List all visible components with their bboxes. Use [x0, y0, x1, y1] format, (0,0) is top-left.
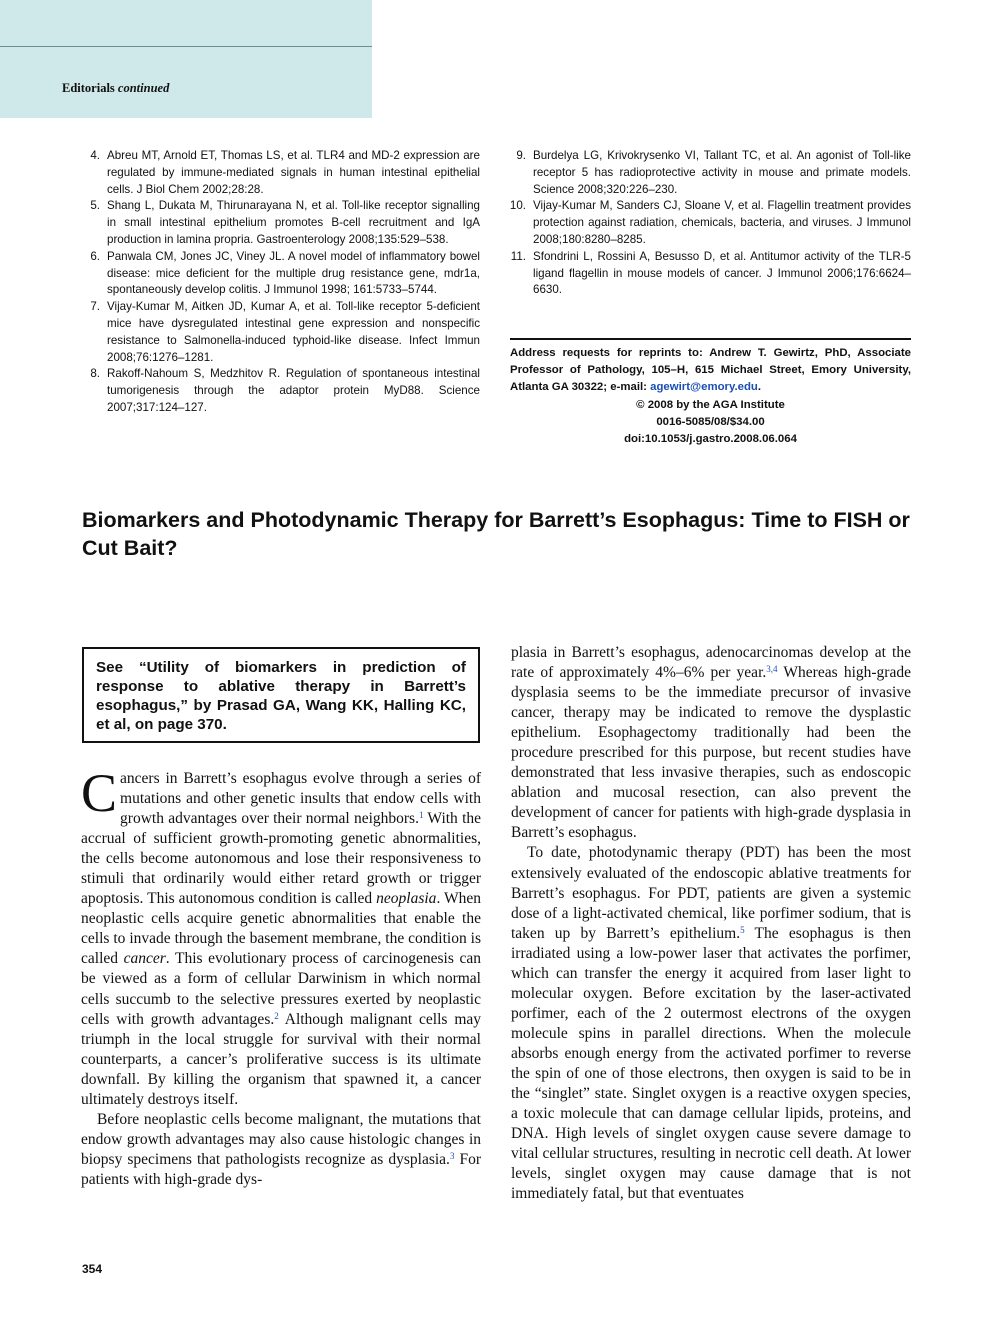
- emphasis-term: cancer: [123, 950, 166, 968]
- reference-text: Vijay-Kumar M, Aitken JD, Kumar A, et al. Toll-like receptor 5-deficient mice have dysregulated intestinal gene expression and nonspecific resistance to Salmonella-induced typhoid-like disease. Infect Immun 2008;76:1276–1281.: [107, 300, 480, 364]
- reference-item: [82, 148, 480, 198]
- doi-line: doi:10.1053/j.gastro.2008.06.064: [624, 433, 797, 446]
- reference-text: Sfondrini L, Rossini A, Besusso D, et al. Antitumor activity of the TLR-5 ligand flagellin in mouse models of cancer. J Immunol 2006;176:6624–6630.: [533, 249, 911, 297]
- body-text: ancers in Barrett’s esophagus evolve through a series of mutations and other genetic insults that endow cells with growth advantages over their normal neighbors.: [120, 770, 481, 828]
- copyright-line: © 2008 by the AGA Institute: [636, 398, 785, 411]
- body-text: Although malignant cells may triumph in the local struggle for survival with their normal counterparts, a cancer’s proliferative success is its ultimate downfall. By killing the organism that spawned it, a cancer ultimately destroys itself.: [81, 1010, 482, 1108]
- reference-number: 6.: [90, 249, 100, 263]
- article-title: Biomarkers and Photodynamic Therapy for Barrett’s Esophagus: Time to FISH or Cut Bait?: [82, 508, 910, 560]
- reference-item: [82, 366, 480, 416]
- reference-number: 5.: [90, 199, 100, 213]
- reference-item: [82, 299, 480, 366]
- citation-link[interactable]: 3,4: [766, 664, 778, 675]
- citation-link[interactable]: 5: [740, 924, 745, 935]
- address-block: [510, 345, 911, 397]
- address-divider: [510, 338, 911, 340]
- header-band: [0, 0, 372, 118]
- reference-text: Abreu MT, Arnold ET, Thomas LS, et al. TLR4 and MD-2 expression are regulated by immune-mediated signals in human intestinal epithelial cells. J Biol Chem 2002;28:28.: [107, 149, 480, 196]
- reference-item: [82, 198, 480, 248]
- reference-number: 7.: [90, 300, 100, 314]
- body-paragraph: [511, 843, 911, 1204]
- address-end: .: [757, 381, 762, 394]
- body-text: . When neoplastic cells acquire genetic abnormalities that enable the cells to invade through the basement membrane, the condition is called: [81, 890, 482, 968]
- body-column-left: [81, 763, 482, 1190]
- reprint-address: [510, 345, 911, 448]
- citation-link[interactable]: 1: [418, 810, 424, 821]
- body-text: . This evolutionary process of carcinogenesis can be viewed as a form of cellular Darwinism in which normal cells succumb to the selective pressures exerted by neoplastic cells with growth advantages.: [81, 950, 481, 1028]
- body-paragraph: [81, 763, 482, 1110]
- body-text: With the accrual of sufficient growth-promoting genetic abnormalities, the cells become autonomous and lose their responsiveness to stimuli that ordinarily would either retard growth or trigger apoptosis. This autonomous condition is called: [81, 810, 481, 908]
- section-label: Editorials: [62, 81, 115, 95]
- see-also-text: See “Utility of biomarkers in prediction of response to ablative therapy in Barrett’s esophagus,” by Prasad GA, Wang KK, Halling KC, et al, on page 370.: [96, 659, 466, 733]
- body-text: Before neoplastic cells become malignant, the mutations that endow growth advantages may also cause histologic changes in biopsy specimens that pathologists recognize as dysplasia.: [81, 1110, 481, 1168]
- body-paragraph: [81, 1110, 481, 1190]
- body-text: The esophagus is then irradiated using a low-power laser that activates the porfimer, which can transfer the energy it acquired from laser light to molecular oxygen. Before excitation by the laser-activated porfimer, each of the 2 outermost electrons of the oxygen molecule spins in parallel directions. When the molecule absorbs enough energy from the activated porfimer to reverse the spin of one of those electrons, then oxygen is said to be in the “singlet” state. Singlet oxygen is a reactive oxygen species, a toxic molecule that can damage cellular lipids, proteins, and DNA. High levels of singlet oxygen cause severe damage to vital cellular structures, resulting in necrotic cell death. At lower levels, singlet oxygen may cause damage that is not immediately fatal, but that eventuates: [511, 924, 911, 1203]
- references-right: [508, 148, 911, 299]
- email-link[interactable]: agewirt@emory.edu: [650, 381, 758, 394]
- reference-text: Panwala CM, Jones JC, Viney JL. A novel model of inflammatory bowel disease: mice deficient for the multiple drug resistance gene, mdr1a, spontaneously develop colitis. J Immunol 1998; 161:5733–5744.: [107, 249, 480, 297]
- reference-text: Burdelya LG, Krivokrysenko VI, Tallant TC, et al. An agonist of Toll-like receptor 5 has radioprotective activity in mouse and primate models. Science 2008;320:226–230.: [533, 149, 911, 196]
- reference-number: 9.: [516, 149, 526, 162]
- drop-cap: C: [81, 763, 118, 823]
- reference-number: 8.: [90, 367, 100, 381]
- see-also-box: [82, 647, 480, 743]
- reference-number: 4.: [90, 149, 100, 162]
- emphasis-term: neoplasia: [376, 890, 437, 908]
- reference-text: Vijay-Kumar M, Sanders CJ, Sloane V, et al. Flagellin treatment provides protection against radiation, chemicals, bacteria, and viruses. J Immunol 2008;180:8280–8285.: [533, 199, 911, 246]
- references-left: [82, 148, 480, 417]
- body-text: Whereas high-grade dysplasia seems to be the immediate precursor of invasive cancer, therapy may be indicated to remove the dysplastic epithelium. Esophagectomy traditionally had been the procedure prescribed for this purpose, but recent studies have demonstrated that less invasive therapies, such as endoscopic ablation and mucosal resection, can also prevent the development of cancer for patients with high-grade dysplasia in Barrett’s esophagus.: [511, 664, 911, 842]
- running-header: [62, 81, 169, 96]
- citation-link[interactable]: 2: [274, 1010, 279, 1021]
- reference-item: [508, 249, 911, 299]
- reference-text: Rakoff-Nahoum S, Medzhitov R. Regulation of spontaneous intestinal tumorigenesis through the adaptor protein MyD88. Science 2007;317:124–127.: [107, 367, 480, 414]
- reference-number: 10.: [509, 199, 526, 213]
- reference-text: Shang L, Dukata M, Thirunarayana N, et al. Toll-like receptor signalling in small intestinal epithelium promotes B-cell recruitment and IgA production in lamina propria. Gastroenterology 2008;135:529–538.: [107, 199, 480, 246]
- page-number: 354: [82, 1262, 103, 1276]
- reference-item: [508, 198, 911, 248]
- reference-item: [82, 249, 480, 299]
- continued-label: continued: [117, 81, 170, 95]
- reference-item: [508, 148, 911, 198]
- address-text: Address requests for reprints to: Andrew T. Gewirtz, PhD, Associate Professor of Pathology, 105–H, 615 Michael Street, Emory University, Atlanta GA 30322; e-mail:: [510, 347, 911, 394]
- citation-link[interactable]: 3: [449, 1150, 455, 1161]
- header-rule: [0, 46, 372, 47]
- body-paragraph: [511, 643, 911, 843]
- reference-number: 11.: [510, 249, 526, 263]
- body-text: To date, photodynamic therapy (PDT) has been the most extensively evaluated of the endoscopic ablative treatments for Barrett’s esophagus. For PDT, patients are given a systemic dose of a light-activated chemical, like porfimer sodium, that is taken up by Barrett’s epithelium.: [511, 844, 911, 942]
- issn-line: 0016-5085/08/$34.00: [656, 415, 765, 428]
- body-column-right: [511, 643, 911, 1204]
- body-text: plasia in Barrett’s esophagus, adenocarcinomas develop at the rate of approximately 4%–6% per year.: [511, 644, 911, 682]
- body-text: For patients with high-grade dys-: [81, 1150, 481, 1188]
